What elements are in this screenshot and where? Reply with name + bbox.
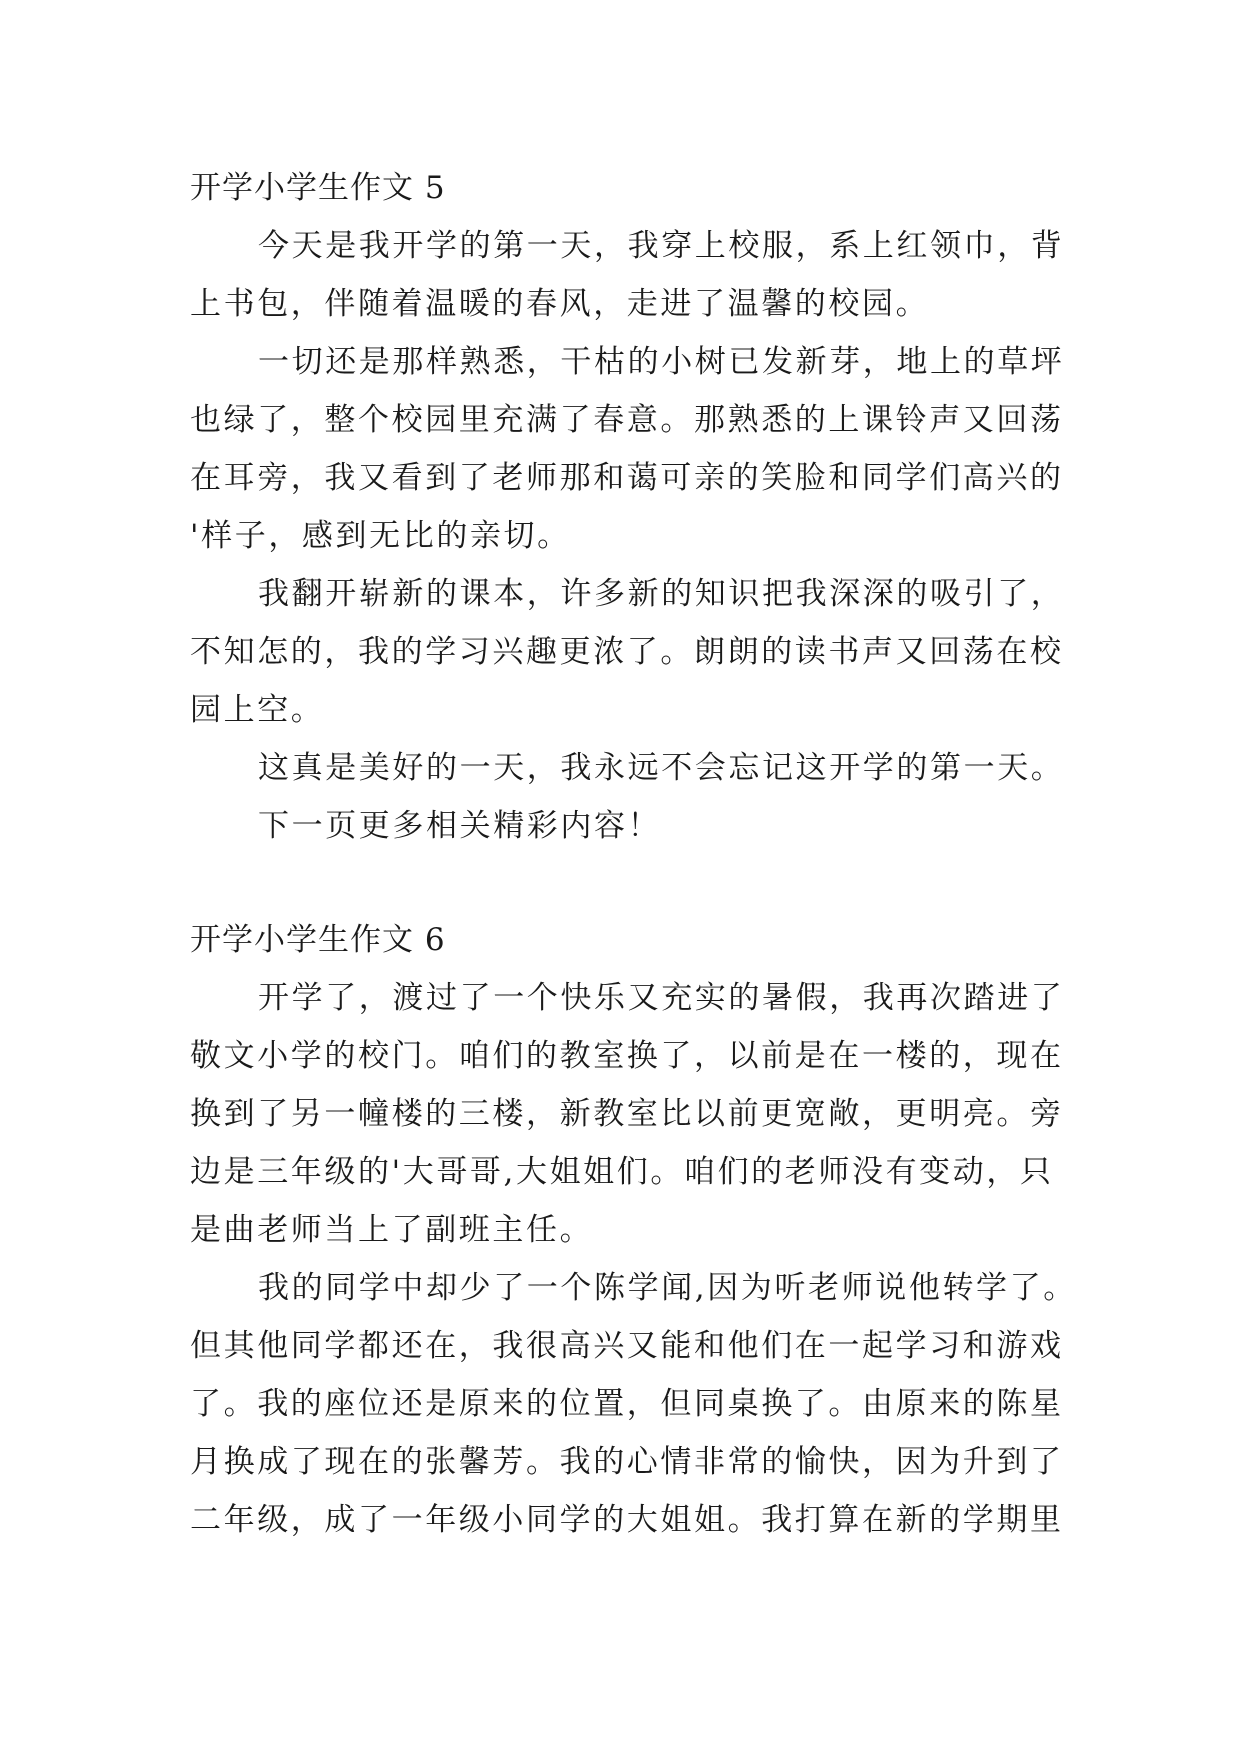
essay-title-5: 开学小学生作文 5 — [190, 170, 446, 206]
paragraph-line: 换到了另一幢楼的三楼，新教室比以前更宽敞，更明亮。旁 — [190, 1096, 1064, 1132]
paragraph-line: 不知怎的，我的学习兴趣更浓了。朗朗的读书声又回荡在校 — [190, 634, 1064, 670]
paragraph-line: 园上空。 — [190, 692, 325, 728]
paragraph-line: 我的同学中却少了一个陈学闻,因为听老师说他转学了。 — [258, 1270, 1077, 1306]
paragraph-line: 是曲老师当上了副班主任。 — [190, 1212, 594, 1248]
essay-title-6: 开学小学生作文 6 — [190, 922, 446, 958]
paragraph-line: 了。我的座位还是原来的位置，但同桌换了。由原来的陈星 — [190, 1386, 1064, 1422]
paragraph-line: 我翻开崭新的课本，许多新的知识把我深深的吸引了， — [258, 576, 1065, 612]
paragraph-line: '样子，感到无比的亲切。 — [190, 518, 571, 554]
paragraph-line: 但其他同学都还在，我很高兴又能和他们在一起学习和游戏 — [190, 1328, 1064, 1364]
paragraph-line: 在耳旁，我又看到了老师那和蔼可亲的笑脸和同学们高兴的 — [190, 460, 1064, 496]
paragraph-line: 月换成了现在的张馨芳。我的心情非常的愉快，因为升到了 — [190, 1444, 1064, 1480]
paragraph-line: 开学了，渡过了一个快乐又充实的暑假，我再次踏进了 — [258, 980, 1065, 1016]
paragraph-line: 敬文小学的校门。咱们的教室换了，以前是在一楼的，现在 — [190, 1038, 1064, 1074]
paragraph-line: 边是三年级的'大哥哥,大姐姐们。咱们的老师没有变动，只 — [190, 1154, 1054, 1190]
paragraph-line: 二年级，成了一年级小同学的大姐姐。我打算在新的学期里 — [190, 1502, 1064, 1538]
paragraph-line: 今天是我开学的第一天，我穿上校服，系上红领巾，背 — [258, 228, 1065, 264]
paragraph-line: 这真是美好的一天，我永远不会忘记这开学的第一天。 — [258, 750, 1065, 786]
next-page-note: 下一页更多相关精彩内容！ — [258, 808, 662, 844]
paragraph-line: 上书包，伴随着温暖的春风，走进了温馨的校园。 — [190, 286, 930, 322]
paragraph-line: 一切还是那样熟悉，干枯的小树已发新芽，地上的草坪 — [258, 344, 1065, 380]
paragraph-line: 也绿了，整个校园里充满了春意。那熟悉的上课铃声又回荡 — [190, 402, 1064, 438]
